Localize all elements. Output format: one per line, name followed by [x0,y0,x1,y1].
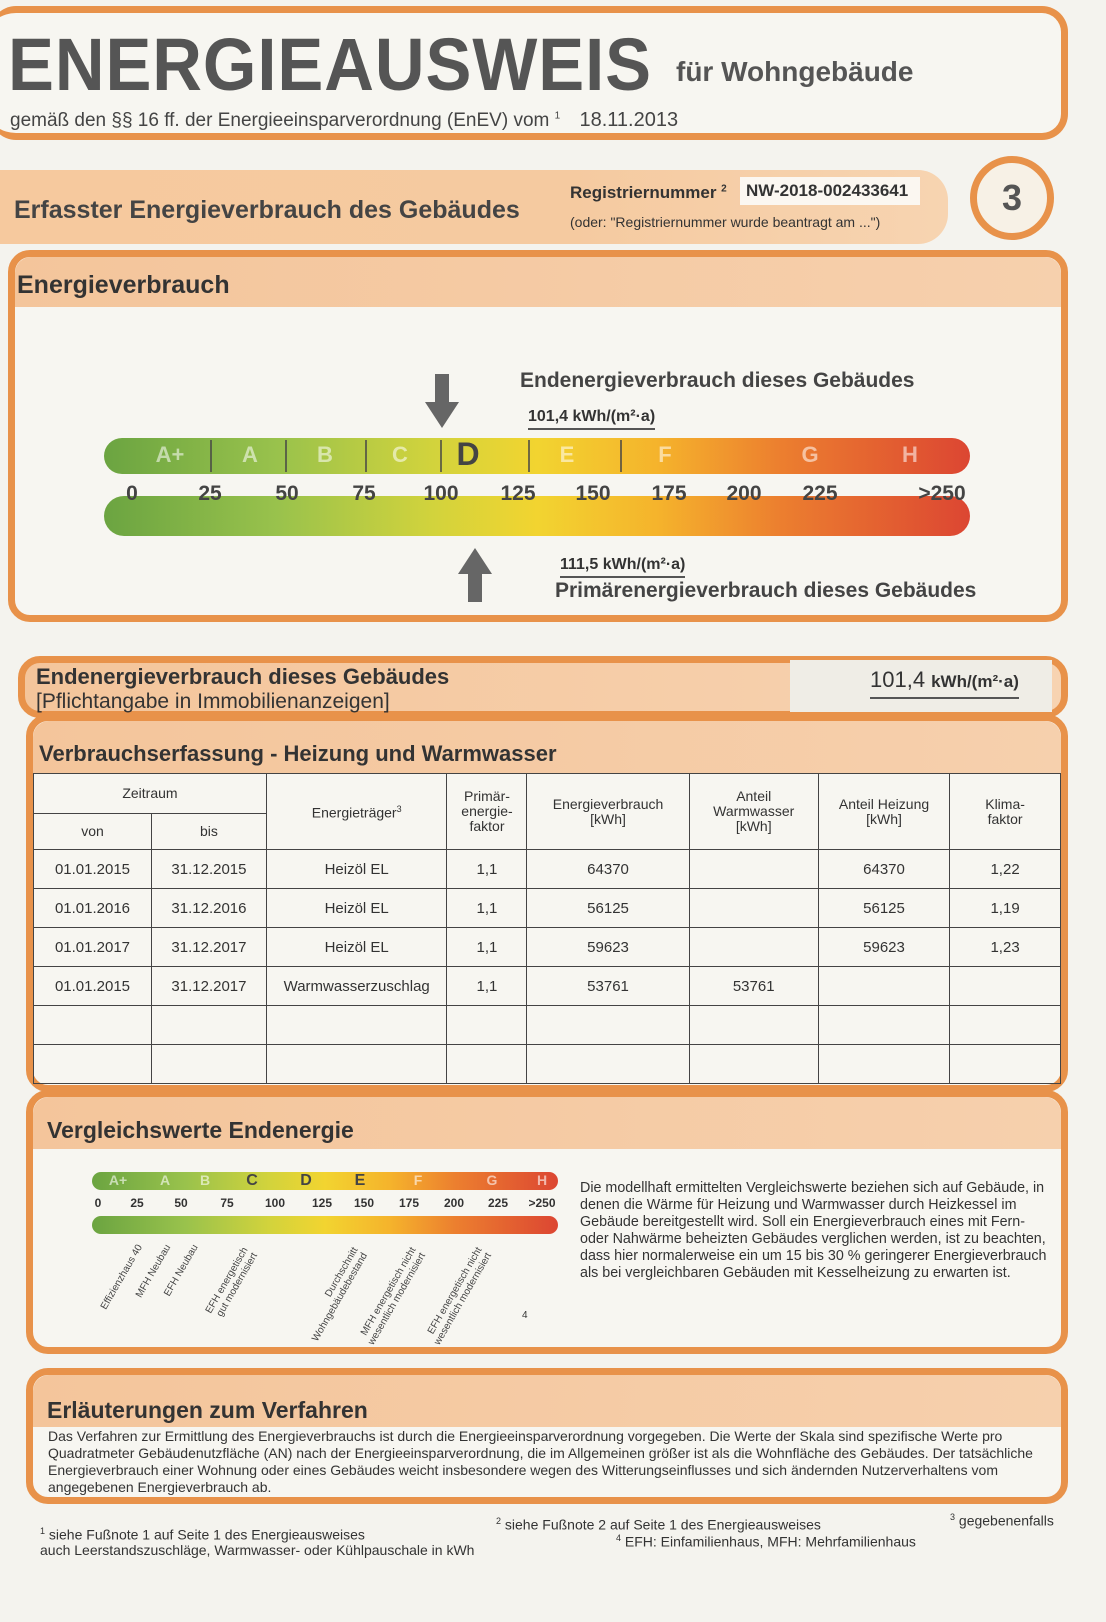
comparison-scale-tick: 150 [353,1196,375,1210]
cell-from: 01.01.2015 [34,850,152,889]
comparison-scale-tick: 125 [311,1196,333,1210]
energy-scale-tick: 25 [198,482,222,505]
cell-factor [447,1006,527,1045]
footnote-3 [950,1512,1054,1529]
energy-scale-tick: 200 [726,482,762,505]
footnote-4-marker: 4 [616,1533,622,1543]
cell-carrier: Heizöl EL [266,889,447,928]
comparison-scale-tick: 200 [443,1196,465,1210]
comparison-class-label: D [300,1172,312,1189]
cell-consumption: 64370 [527,850,689,889]
cell-carrier: Warmwasserzuschlag [266,967,447,1006]
col-climate-factor: Klima- faktor [950,774,1061,850]
comparison-scale-tick: 50 [174,1196,188,1210]
cell-from: 01.01.2017 [34,928,152,967]
primary-energy-arrow-icon [458,548,492,602]
energy-class-separator [440,440,442,472]
comparison-scale-tick: 0 [94,1196,102,1210]
end-energy-value: 101,4 kWh/(m²·a) [528,408,655,430]
comparison-class-label: C [246,1172,258,1189]
energy-class-label: D [456,436,480,472]
footnote-1-line2: auch Leerstandszuschläge, Warmwasser- oder Kühlpauschale in kWh [40,1542,475,1558]
cell-carrier [266,1006,447,1045]
col-energy-consumption: Energieverbrauch [kWh] [527,774,689,850]
energy-scale-tick: >250 [918,482,966,505]
registration-hint: (oder: "Registriernummer wurde beantragt am ...") [570,214,881,230]
energy-scale-tick: 100 [423,482,459,505]
consumption-heading: Verbrauchserfassung - Heizung und Warmwasser [33,721,1061,773]
energy-class-label: A [242,442,258,467]
document-subtitle: für Wohngebäude [676,56,914,87]
cell-water [689,928,818,967]
comparison-reference-label: MFH Neubau [133,1242,173,1300]
col-energy-carrier-sup: 3 [396,804,402,815]
table-row [34,1006,1061,1045]
footnote-2 [496,1516,821,1533]
footnote-4-text: EFH: Einfamilienhaus, MFH: Mehrfamilienhaus [624,1533,916,1550]
consumption-table [33,773,1061,1084]
cell-water [689,1006,818,1045]
energy-class-label: H [902,442,918,467]
cell-to: 31.12.2015 [151,850,266,889]
energy-class-separator [528,440,530,472]
cell-from [34,1045,152,1084]
comparison-footnote-marker: 4 [522,1310,528,1321]
col-energy-carrier [266,774,447,850]
comparison-scale-bar-lower [92,1216,558,1234]
cell-to [151,1045,266,1084]
cell-climate: 1,23 [950,928,1061,967]
primary-energy-value: 111,5 kWh/(m²·a) [560,556,685,578]
energy-scale-tick: 225 [802,482,838,505]
footnote-1 [40,1526,365,1543]
page-number-badge: 3 [970,156,1054,240]
footnote-1-marker: 1 [40,1526,46,1536]
cell-from [34,1006,152,1045]
comparison-class-label: E [354,1172,366,1189]
energy-scale-tick: 175 [651,482,687,505]
cell-to: 31.12.2017 [151,967,266,1006]
cell-to: 31.12.2016 [151,889,266,928]
regulation-line [10,109,678,132]
document-title: ENERGIEAUSWEIS [8,23,652,106]
footnote-4 [616,1533,916,1550]
col-energy-carrier-text: Energieträger [311,804,397,821]
energy-class-label: F [658,442,672,467]
cell-water: 53761 [689,967,818,1006]
footnote-2-marker: 2 [496,1516,502,1526]
table-row [34,1045,1061,1084]
energy-scale-tick: 150 [575,482,611,505]
cell-consumption: 59623 [527,928,689,967]
table-row [34,928,1061,967]
col-from: von [34,814,152,850]
consumption-table-body [34,850,1061,1084]
cell-heating: 64370 [818,850,949,889]
cell-heating [818,1006,949,1045]
cell-factor: 1,1 [447,967,527,1006]
comparison-scale-tick: 225 [487,1196,509,1210]
footnote-1-text: siehe Fußnote 1 auf Seite 1 des Energieausweises [48,1526,365,1543]
footnote-2-text: siehe Fußnote 2 auf Seite 1 des Energieausweises [504,1516,821,1533]
cell-factor: 1,1 [447,928,527,967]
cell-to [151,1006,266,1045]
comparison-reference-label: Durchschnitt Wohngebäudebestand [309,1245,370,1344]
cell-climate [950,1045,1061,1084]
comparison-class-label: H [536,1172,548,1188]
cell-climate [950,967,1061,1006]
explanation-text: Das Verfahren zur Ermittlung des Energieverbrauchs ist durch die Energieeinsparverordnung vorgegeben. Die Werte der Skala sind spezifische Werte pro Quadratmeter Gebäudenutzfläche (AN) nach der Energieeinsparverordnung, die im Allgemeinen größer ist als die Wohnfläche des Gebäudes. Der tatsächliche Energieverbrauch einer Wohnung oder eines Gebäudes weicht insbesondere wegen des Witterungseinflusses und sich ändernden Nutzerverhaltens vom angegebenen Energieverbrauch ab. [48,1428,1033,1495]
cell-heating [818,1045,949,1084]
comparison-class-label: A [159,1172,171,1188]
comparison-reference-label: EFH energetisch gut modernisiert [203,1245,260,1319]
energy-scale-tick: 125 [500,482,536,505]
energy-class-label: E [559,442,575,467]
energy-class-separator [210,440,212,472]
cell-carrier: Heizöl EL [266,928,447,967]
required-value-number: 101,4 [870,667,926,692]
comparison-scale-tick: 25 [130,1196,144,1210]
comparison-scale-tick: 175 [398,1196,420,1210]
footnote-3-text: gegebenenfalls [958,1512,1054,1529]
comparison-scale-tick: 100 [264,1196,286,1210]
energy-consumption-heading: Energieverbrauch [15,257,1061,307]
required-value-subtitle: [Pflichtangabe in Immobilienanzeigen] [36,690,390,713]
energy-scale-tick: 75 [352,482,376,505]
required-value [870,667,1019,699]
cell-water [689,889,818,928]
cell-heating: 56125 [818,889,949,928]
table-row [34,850,1061,889]
comparison-reference-label: EFH energetisch nicht wesentlich modernisiert [425,1245,494,1347]
regulation-date: 18.11.2013 [579,109,679,131]
section-title: Erfasster Energieverbrauch des Gebäudes [14,196,520,224]
cell-factor: 1,1 [447,889,527,928]
cell-climate [950,1006,1061,1045]
cell-climate: 1,19 [950,889,1061,928]
energy-class-separator [365,440,367,472]
end-energy-label: Endenergieverbrauch dieses Gebäudes [520,369,915,392]
comparison-scale-tick: >250 [528,1196,556,1210]
cell-water [689,1045,818,1084]
regulation-footnote-marker: 1 [554,110,561,122]
registration-label-text: Registriernummer [570,183,717,202]
end-energy-arrow-icon [425,374,459,428]
registration-number: NW-2018-002433641 [740,177,920,205]
footnote-3-marker: 3 [950,1512,956,1522]
col-period: Zeitraum [34,774,267,814]
cell-water [689,850,818,889]
table-row [34,967,1061,1006]
comparison-class-label: B [199,1172,211,1188]
cell-heating [818,967,949,1006]
energy-class-label: B [317,442,333,467]
cell-consumption [527,1045,689,1084]
cell-consumption [527,1006,689,1045]
registration-footnote-marker: 2 [721,183,727,195]
comparison-text: Die modellhaft ermittelten Vergleichswerte beziehen sich auf Gebäude, in denen die Wärme für Heizung und Warmwasser durch Heizkessel im Gebäude bereitgestellt wird. Soll ein Energieverbrauch eines mit Fern- oder Nahwärme beheizten Gebäudes verglichen werden, ist zu beachten, dass hier normalerweise ein um 15 bis 30 % geringerer Energieverbrauch als bei vergleichbaren Gebäuden mit Kesselheizung zu erwarten ist. [580,1180,1047,1281]
cell-climate: 1,22 [950,850,1061,889]
energy-class-label: A+ [155,442,185,467]
comparison-reference-label: Effizienzhaus 40 [98,1242,145,1312]
col-primary-factor: Primär- energie- faktor [447,774,527,850]
col-to: bis [151,814,266,850]
comparison-reference-label: EFH Neubau [162,1242,201,1299]
cell-to: 31.12.2017 [151,928,266,967]
primary-energy-label: Primärenergieverbrauch dieses Gebäudes [555,579,977,602]
cell-from: 01.01.2015 [34,967,152,1006]
energy-scale-tick: 0 [126,482,138,505]
cell-heating: 59623 [818,928,949,967]
energy-class-separator [285,440,287,472]
comparison-scale-tick: 75 [220,1196,234,1210]
table-row [34,889,1061,928]
comparison-heading: Vergleichswerte Endenergie [33,1097,1061,1149]
cell-carrier: Heizöl EL [266,850,447,889]
comparison-class-label: F [413,1172,423,1188]
cell-factor [447,1045,527,1084]
comparison-class-label: G [486,1172,498,1188]
energy-class-separator [620,440,622,472]
required-value-title: Endenergieverbrauch dieses Gebäudes [36,664,450,689]
energy-class-label: G [801,442,819,467]
explanation-heading: Erläuterungen zum Verfahren [33,1375,1061,1427]
required-value-unit: kWh/(m²·a) [931,672,1019,691]
col-heating-share: Anteil Heizung [kWh] [818,774,949,850]
comparison-class-label: A+ [108,1172,128,1188]
comparison-reference-label: MFH energetisch nicht wesentlich modernisiert [358,1245,428,1347]
cell-consumption: 56125 [527,889,689,928]
regulation-text: gemäß den §§ 16 ff. der Energieeinsparverordnung (EnEV) vom [10,110,550,131]
energy-scale-tick: 50 [275,482,299,505]
cell-carrier [266,1045,447,1084]
col-hot-water-share: Anteil Warmwasser [kWh] [689,774,818,850]
energy-class-label: C [392,442,408,467]
cell-consumption: 53761 [527,967,689,1006]
registration-label [570,183,727,203]
cell-from: 01.01.2016 [34,889,152,928]
cell-factor: 1,1 [447,850,527,889]
